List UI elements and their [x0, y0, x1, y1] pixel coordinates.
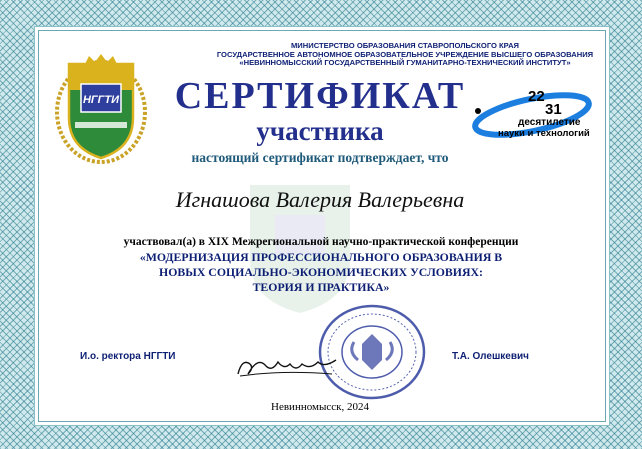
confirmation-text: настоящий сертификат подтверждает, что [191, 150, 449, 165]
rector-signature-icon [232, 350, 342, 382]
institute-emblem-icon [55, 52, 147, 164]
decade-line-2: науки и технологий [498, 128, 590, 139]
decade-num-31: 31 [545, 101, 562, 118]
conference-title-line: «МОДЕРНИЗАЦИЯ ПРОФЕССИОНАЛЬНОГО ОБРАЗОВАНИЯ В [139, 250, 503, 264]
header-ministry: МИНИСТЕРСТВО ОБРАЗОВАНИЯ СТАВРОПОЛЬСКОГО КРАЯ [290, 41, 520, 50]
conference-title [70, 250, 572, 295]
conference-title-line: НОВЫХ СОЦИАЛЬНО-ЭКОНОМИЧЕСКИХ УСЛОВИЯХ: [159, 265, 483, 279]
city-year: Невинномысск, 2024 [271, 401, 369, 413]
header-institution-type: ГОСУДАРСТВЕННОЕ АВТОНОМНОЕ ОБРАЗОВАТЕЛЬНОЕ УЧРЕЖДЕНИЕ ВЫСШЕГО ОБРАЗОВАНИЯ [216, 49, 594, 59]
participant-name: Игнашова Валерия Валерьевна [175, 187, 465, 212]
conference-title-line: ТЕОРИЯ И ПРАКТИКА» [252, 280, 390, 294]
decade-of-science-logo-icon [470, 85, 600, 145]
signatory-title: И.о. ректора НГГТИ [80, 351, 176, 362]
signatory-name: Т.А. Олешкевич [452, 351, 529, 362]
issuer-header [190, 42, 620, 68]
header-institution-name: «НЕВИННОМЫССКИЙ ГОСУДАРСТВЕННЫЙ ГУМАНИТАРНО-ТЕХНИЧЕСКИЙ ИНСТИТУТ» [239, 58, 571, 68]
participation-text: участвовал(а) в XIX Межрегиональной научно-практической конференции [123, 236, 519, 248]
emblem-abbr: НГГТИ [82, 94, 120, 106]
certificate-subtitle: участника [256, 116, 384, 146]
decade-line-1: десятилетие [518, 117, 581, 128]
certificate-title: СЕРТИФИКАТ [174, 75, 466, 117]
decade-num-22: 22 [528, 88, 545, 105]
